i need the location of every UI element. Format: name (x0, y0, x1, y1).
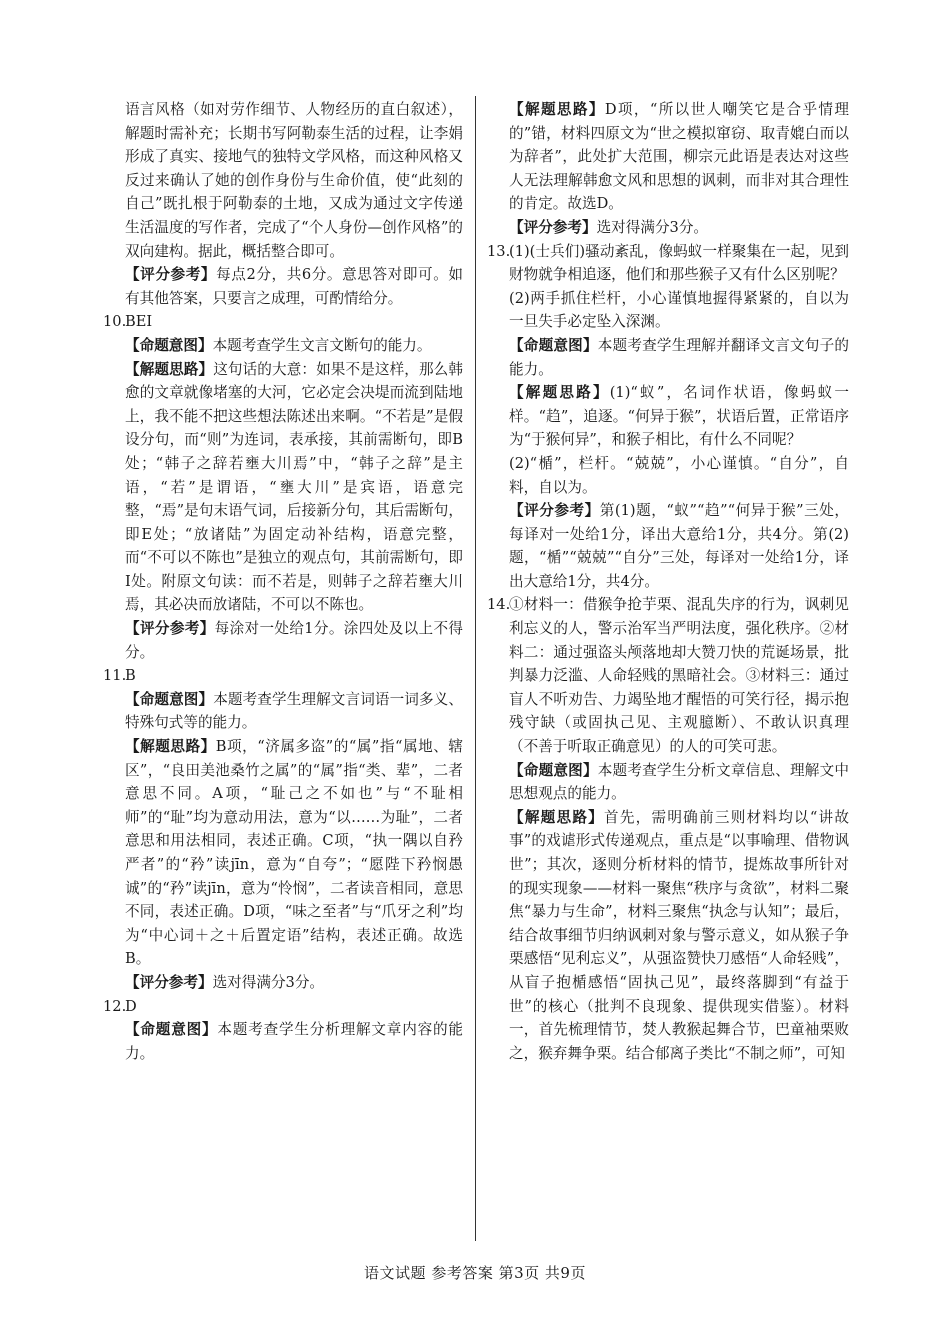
intent-text: 本题考查学生分析理解文章内容的能力。 (125, 1021, 463, 1062)
question-number: 14. (487, 596, 511, 614)
intent-paragraph (509, 759, 849, 806)
score-tag: 【评分参考】 (125, 973, 213, 991)
left-column (103, 98, 463, 1065)
score-paragraph (509, 499, 849, 593)
question-12 (103, 995, 463, 1066)
question-10 (103, 310, 463, 664)
score-text: 每涂对一处给1分。涂四处及以上不得分。 (125, 620, 463, 661)
intent-text: 本题考查学生文言文断句的能力。 (212, 336, 432, 354)
score-tag: 【评分参考】 (125, 620, 215, 638)
score-text: 选对得满分3分。 (212, 973, 325, 991)
score-paragraph (125, 617, 463, 664)
score-text: 选对得满分3分。 (596, 218, 709, 236)
column-divider (475, 96, 476, 1241)
think-tag: 【解题思路】 (509, 808, 605, 826)
q12-score-paragraph (487, 216, 849, 240)
think-text: D项，“所以世人嘲笑它是合乎情理的”错，材料四原文为“世之模拟窜窃、取青媲白而以为辞者”，此处扩大范围，柳宗元此语是表达对这些人无法理解韩愈文风和思想的讽刺，而非对其合理性的肯定。故选D。 (509, 101, 849, 213)
think-text: (1)“蚁”，名词作状语，像蚂蚁一样。“趋”，追逐。“何异于猴”，状语后置，正常语序为“于猴何异”，和猴子相比，有什么不同呢？ (509, 384, 849, 449)
intent-paragraph (125, 1018, 463, 1065)
question-13 (487, 240, 849, 594)
intent-tag: 【命题意图】 (125, 336, 213, 354)
q12-think-paragraph (487, 98, 849, 216)
intent-tag: 【命题意图】 (509, 336, 598, 354)
intent-tag: 【命题意图】 (125, 1021, 218, 1039)
think-paragraph-2: (2)“楯”，栏杆。“兢兢”，小心谨慎。“自分”，自料，自以为。 (509, 454, 849, 496)
intent-paragraph (125, 688, 463, 735)
answer-part-2: (2)两手抓住栏杆，小心谨慎地握得紧紧的，自以为一旦失手必定坠入深渊。 (509, 289, 849, 331)
right-column (487, 98, 849, 1065)
answer-text: D (125, 997, 137, 1015)
question-number: 13. (487, 242, 511, 260)
question-11 (103, 664, 463, 994)
intent-paragraph (509, 334, 849, 381)
think-tag: 【解题思路】 (509, 384, 610, 402)
think-text: 这句话的大意：如果不是这样，那么韩愈的文章就像堵塞的大河，它必定会决堤而流到陆地上，我不能不把这些想法陈述出来啊。“不若是”是假设分句，而“则”为连词，表承接，其前需断句，即B处；“韩子之辞若壅大川焉”中，“韩子之辞”是主语，“若”是谓语，“壅大川”是宾语，语意完整，“焉”是句末语气词，后接新分句，其后需断句，即E处；“放诸陆”为固定动补结构，语意完整，而“不可以不陈也”是独立的观点句，其前需断句，即I处。附原文句读：而不若是，则韩子之辞若壅大川焉，其必决而放诸陆，不可以不陈也。 (125, 360, 463, 614)
think-paragraph (125, 735, 463, 971)
intent-text: 本题考查学生理解并翻译文言文句子的能力。 (509, 336, 849, 378)
answer-text: B (125, 667, 136, 685)
intent-text: 本题考查学生理解文言词语一词多义、特殊句式等的能力。 (125, 690, 463, 732)
answer-text: ①材料一：借猴争抢芋栗、混乱失序的行为，讽刺见利忘义的人，警示治军当严明法度，强化秩序。②材料二：通过强盗头颅落地却大赞刀快的荒诞场景，批判暴力泛滥、人命轻贱的黑暗社会。③材料三：通过盲人不听劝告、力竭坠地才醒悟的可笑行径，揭示抱残守缺（或固执己见、主观臆断）、不敢认识真理（不善于听取正确意见）的人的可笑可悲。 (509, 596, 849, 756)
score-text: 第(1)题，“蚁”“趋”“何异于猴”三处，每译对一处给1分，译出大意给1分，共4分。第(2)题，“楯”“兢兢”“自分”三处，每译对一处给1分，译出大意给1分，共4分。 (509, 502, 849, 590)
q9-score-reference (103, 263, 463, 310)
think-text: 首先，需明确前三则材料均以“讲故事”的戏谑形式传递观点，重点是“以事喻理、借物讽世”；其次，逐则分析材料的情节，提炼故事所针对的现实现象——材料一聚焦“秩序与贪欲”，材料二聚焦“暴力与生命”，材料三聚焦“执念与认知”；最后，结合故事细节归纳讽刺对象与警示意义，如从猴子争栗感悟“见利忘义”，从强盗赞快刀感悟“人命轻贱”，从盲子抱楯感悟“固执己见”，最终落脚到“有益于世”的核心（批判不良现象、提供现实借鉴）。材料一，首先梳理情节，焚人教猴起舞合节，巴童袖栗败之，猴弃舞争栗。结合郁离子类比“不制之师”，可知 (509, 808, 849, 1062)
score-paragraph (125, 971, 463, 995)
think-text: B项，“济属多盗”的“属”指“属地、辖区”，“良田美池桑竹之属”的“属”指“类、辈”，二者意思不同。A项，“耻己之不如也”与“不耻相师”的“耻”均为意动用法，意为“以……为耻”，二者意思和用法相同，表述正确。C项，“执一隅以自矜严者”的“矜”读jīn，意为“自夸”；“愿陛下矜悯愚诚”的“矜”读jīn，意为“怜悯”，二者读音相同，意思不同，表述正确。D项，“味之至者”与“爪牙之利”均为“中心词＋之＋后置定语”结构，表述正确。故选B。 (125, 738, 463, 968)
think-tag: 【解题思路】 (125, 738, 216, 756)
question-14 (487, 593, 849, 1065)
intent-tag: 【命题意图】 (509, 761, 598, 779)
think-tag: 【解题思路】 (509, 101, 605, 118)
think-paragraph (509, 806, 849, 1066)
score-text: 每点2分，共6分。意思答对即可。如有其他答案，只要言之成理，可酌情给分。 (125, 266, 463, 307)
page-footer: 语文试题 参考答案 第3页 共9页 (364, 1264, 586, 1282)
intent-paragraph (125, 334, 463, 358)
score-tag: 【评分参考】 (125, 266, 217, 284)
score-tag: 【评分参考】 (509, 502, 600, 520)
think-tag: 【解题思路】 (125, 360, 214, 378)
think-paragraph (125, 358, 463, 618)
answer-text: BEI (125, 313, 153, 331)
think-paragraph (509, 381, 849, 452)
score-tag: 【评分参考】 (509, 218, 597, 236)
question-number: 11. (103, 667, 127, 685)
answer-part-1: (1)(士兵们)骚动紊乱，像蚂蚁一样聚集在一起，见到财物就争相追逐，他们和那些猴子又有什么区别呢？ (509, 242, 849, 284)
question-number: 10. (103, 313, 127, 331)
intent-tag: 【命题意图】 (125, 690, 214, 708)
intent-text: 本题考查学生分析文章信息、理解文中思想观点的能力。 (509, 761, 849, 803)
q9-answer-continued: 语言风格（如对劳作细节、人物经历的直白叙述），解题时需补充；长期书写阿勒泰生活的过程，让李娟形成了真实、接地气的独特文学风格，而这种风格又反过来确认了她的创作身份与生命价值，使“此刻的自己”既扎根于阿勒泰的土地，又成为通过文字传递生活温度的写作者，完成了“个人身份—创作风格”的双向建构。据此，概括整合即可。 (125, 101, 463, 260)
question-number: 12. (103, 997, 127, 1015)
